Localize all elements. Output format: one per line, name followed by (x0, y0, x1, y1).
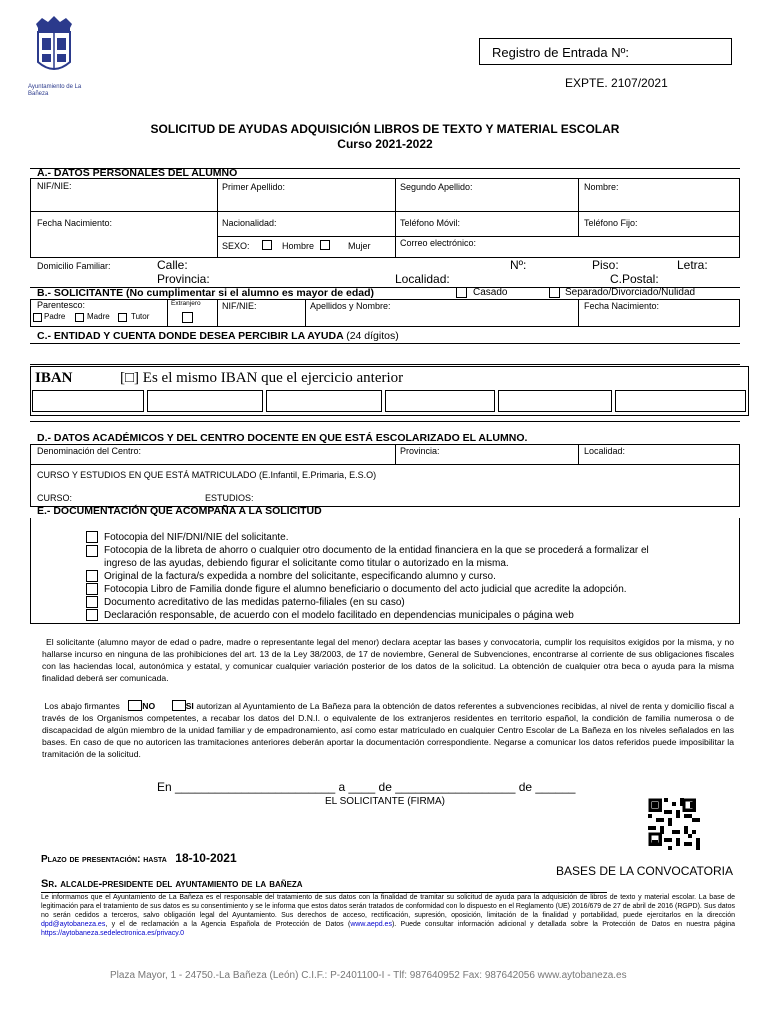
signature-label: EL SOLICITANTE (FIRMA) (325, 796, 446, 807)
plazo-presentacion (41, 849, 237, 867)
plazo-date: 18-10-2021 (175, 851, 237, 865)
privacy-url-link[interactable]: https://aytobaneza.sedelectronica.es/privacy.0 (41, 930, 185, 937)
fecha-nacimiento-label[interactable]: Fecha Nacimiento: (37, 218, 113, 228)
segundo-apellido-label[interactable]: Segundo Apellido: (400, 182, 473, 192)
hombre-label: Hombre (282, 241, 315, 251)
aepd-link[interactable]: www.aepd.es (350, 921, 392, 928)
recipient-title: Sr. alcalde-presidente del ayuntamiento de la bañeza (41, 878, 303, 890)
doc-item-2-cont: ingreso de las ayudas, debiendo figurar el solicitante como titular o autorizado en la misma. (104, 558, 509, 569)
privacy-part2: , y el de reclamación a la Agencia Española de Protección de Datos ( (105, 921, 351, 928)
telefono-fijo-label[interactable]: Teléfono Fijo: (584, 218, 638, 228)
mismo-iban-option[interactable]: [□] Es el mismo IBAN que el ejercicio anterior (120, 370, 404, 386)
extranjero-label: Extranjero (171, 300, 201, 307)
doc-checkbox-6[interactable] (86, 609, 98, 621)
no-label: NO (142, 701, 156, 711)
nombre-label[interactable]: Nombre: (584, 182, 619, 192)
mujer-label: Mujer (348, 241, 371, 251)
registro-box[interactable] (479, 38, 732, 65)
sexo-label: SEXO: (222, 241, 250, 251)
madre-checkbox[interactable] (75, 313, 84, 322)
privacy-part3: ). Puede consultar información adicional y detallada sobre la Protección de Datos en nuestra página (391, 921, 736, 928)
declaration-text: El solicitante (alumno mayor de edad o padre, madre o representante legal del menor) declara aceptar las bases y convocatoria, cumplir los requisitos exigidos por la misma, y no hallarse incurso en ninguna de las prohibiciones del art. 13 de la Ley 38/2003, de 17 de noviembre, General de Subvenciones, encontrarse al corriente de sus obligaciones fiscales con las haciendas local, autonómica y estatal, y comunicar cualquier variación posterior de los datos de la solicitud. La obtención de cualquier otra beca o ayuda para la misma finalidad deberá ser comunicada. (42, 637, 734, 683)
doc-checkbox-3[interactable] (86, 570, 98, 582)
solicitante-fecha-label[interactable]: Fecha Nacimiento: (584, 301, 660, 311)
parentesco-label: Parentesco: (37, 300, 86, 310)
page-title: SOLICITUD DE AYUDAS ADQUISICIÓN LIBROS DE TEXTO Y MATERIAL ESCOLAR (150, 122, 620, 136)
centro-localidad-label[interactable]: Localidad: (584, 446, 626, 456)
casado-label: Casado (473, 287, 508, 298)
doc-item-4: Fotocopia Libro de Familia donde figure el alumno beneficiario o documento del acto judicial que acredite la adopción. (104, 584, 627, 595)
iban-label: IBAN (35, 370, 73, 386)
no-checkbox[interactable] (128, 700, 142, 711)
dpd-email-link[interactable]: dpd@aytobaneza.es (41, 921, 106, 928)
coat-of-arms-icon (28, 14, 80, 84)
solicitante-nif-label[interactable]: NIF/NIE: (222, 301, 257, 311)
section-c-header (37, 330, 399, 342)
provincia-label[interactable]: Provincia: (157, 272, 210, 286)
doc-item-1: Fotocopia del NIF/DNI/NIE del solicitante. (104, 532, 289, 543)
casado-checkbox[interactable] (456, 287, 467, 298)
centro-provincia-label[interactable]: Provincia: (400, 446, 440, 456)
bases-convocatoria-link[interactable]: BASES DE LA CONVOCATORIA (556, 864, 733, 878)
privacy-part1: Le informamos que el Ayuntamiento de La Bañeza es el responsable del tratamiento de sus datos con la finalidad de tramitar su solicitud de ayuda para la adquisición de libros de texto y material escolar. La base de legitimación para el tratamiento de sus datos es su consentimiento y se le informa que estos datos serán tratados de conformidad con lo dispuesto en el Reglamento (UE) 2016/679 de 27 de abril de 2016 (RGPD). Sus datos no serán cedidos a terceros, salvo obligación legal del Ayuntamiento. Sus derechos de acceso, rectificación, supresión, oposición, limitación de la finalidad y portabilidad, puede ejercitarlos en la dirección (41, 894, 735, 919)
hombre-checkbox[interactable] (262, 240, 272, 250)
si-label: SI (185, 701, 194, 711)
doc-checkbox-2[interactable] (86, 545, 98, 557)
correo-label[interactable]: Correo electrónico: (400, 238, 477, 248)
doc-checkbox-4[interactable] (86, 583, 98, 595)
municipal-logo (28, 14, 82, 97)
section-c-digits: (24 dígitos) (346, 330, 399, 342)
doc-item-5: Documento acreditativo de las medidas paterno-filiales (en su caso) (104, 597, 405, 608)
piso-label[interactable]: Piso: (592, 258, 619, 272)
doc-checkbox-5[interactable] (86, 596, 98, 608)
tutor-label: Tutor (131, 312, 150, 321)
telefono-movil-label[interactable]: Teléfono Móvil: (400, 218, 461, 228)
logo-text: Ayuntamiento de La Bañeza (28, 84, 82, 97)
footer-address: Plaza Mayor, 1 - 24750.-La Bañeza (León) C.I.F.: P-2401100-I - Tlf: 987640952 Fax: 987642056 www.aytobaneza.es (110, 970, 627, 981)
curso-estudios-label: CURSO Y ESTUDIOS EN QUE ESTÁ MATRICULADO (E.Infantil, E.Primaria, E.S.O) (37, 470, 377, 480)
primer-apellido-label[interactable]: Primer Apellido: (222, 182, 286, 192)
curso-label[interactable]: CURSO: (37, 493, 73, 503)
iban-cell-3[interactable] (266, 390, 382, 412)
registro-label: Registro de Entrada Nº: (492, 45, 629, 60)
expediente-number: EXPTE. 2107/2021 (565, 76, 668, 90)
separado-checkbox[interactable] (549, 287, 560, 298)
authorization-body: autorizan al Ayuntamiento de La Bañeza para la obtención de datos referentes a subvenciones recibidas, al nivel de renta y domicilio fiscal a través de los Organismos competentes, a recabar los datos del D.N.I. o equivalente de los extranjeros residentes en territorio español, la condición de familia numerosa o de discapacidad de algún miembro de la unidad familiar y de empadronamiento, así como estar matriculado en cualquier Centro Escolar de La Bañeza en los niveles señalados en las bases. En caso de que no autoricen las tramitaciones anteriores deberán aportar la documentación correspondiente. Negarse a comunicar los datos referidos puede imposibilitar la tramitación de la solicitud. (42, 701, 734, 759)
authorization-text (42, 698, 734, 760)
section-b-header: B.- SOLICITANTE (No cumplimentar si el alumno es mayor de edad) (37, 287, 375, 299)
localidad-label[interactable]: Localidad: (395, 272, 450, 286)
nif-label[interactable]: NIF/NIE: (37, 181, 72, 191)
extranjero-checkbox[interactable] (182, 312, 193, 323)
section-a-header: A.- DATOS PERSONALES DEL ALUMNO (37, 167, 238, 179)
apellidos-nombre-label[interactable]: Apellidos y Nombre: (310, 301, 391, 311)
iban-cell-5[interactable] (498, 390, 612, 412)
centro-label[interactable]: Denominación del Centro: (37, 446, 142, 456)
iban-cell-4[interactable] (385, 390, 495, 412)
section-c-title: C.- ENTIDAD Y CUENTA DONDE DESEA PERCIBIR LA AYUDA (37, 330, 344, 342)
si-checkbox[interactable] (172, 700, 186, 711)
iban-cell-2[interactable] (147, 390, 263, 412)
doc-item-3: Original de la factura/s expedida a nombre del solicitante, especificando alumno y curso. (104, 571, 496, 582)
doc-checkbox-1[interactable] (86, 531, 98, 543)
signature-line[interactable]: En ________________________ a ____ de __________________ de ______ (157, 780, 576, 794)
page-subtitle: Curso 2021-2022 (337, 137, 433, 151)
section-e-header: E.- DOCUMENTACIÓN QUE ACOMPAÑA A LA SOLICITUD (37, 505, 322, 517)
qr-code-icon (648, 798, 700, 850)
iban-cell-1[interactable] (32, 390, 144, 412)
doc-item-6: Declaración responsable, de acuerdo con el modelo facilitado en dependencias municipales o página web (104, 610, 574, 621)
estudios-label[interactable]: ESTUDIOS: (205, 493, 254, 503)
padre-checkbox[interactable] (33, 313, 42, 322)
madre-label: Madre (87, 312, 110, 321)
numero-label[interactable]: Nº: (510, 258, 527, 272)
mujer-checkbox[interactable] (320, 240, 330, 250)
domicilio-label: Domicilio Familiar: (37, 261, 111, 271)
tutor-checkbox[interactable] (118, 313, 127, 322)
privacy-notice (41, 893, 735, 938)
calle-label[interactable]: Calle: (157, 258, 188, 272)
iban-cell-6[interactable] (615, 390, 746, 412)
plazo-label: Plazo de presentación: hasta (41, 854, 167, 865)
letra-label[interactable]: Letra: (677, 258, 708, 272)
padre-label: Padre (44, 312, 66, 321)
separado-label: Separado/Divorciado/Nulidad (565, 287, 696, 298)
cpostal-label[interactable]: C.Postal: (610, 272, 659, 286)
doc-item-2: Fotocopia de la libreta de ahorro o cualquier otro documento de la entidad financiera en la que se procederá a formalizar el (104, 545, 649, 556)
nacionalidad-label[interactable]: Nacionalidad: (222, 218, 277, 228)
authorization-prefix: Los abajo firmantes (44, 701, 120, 711)
section-d-header: D.- DATOS ACADÉMICOS Y DEL CENTRO DOCENTE EN QUE ESTÁ ESCOLARIZADO EL ALUMNO. (37, 432, 528, 444)
